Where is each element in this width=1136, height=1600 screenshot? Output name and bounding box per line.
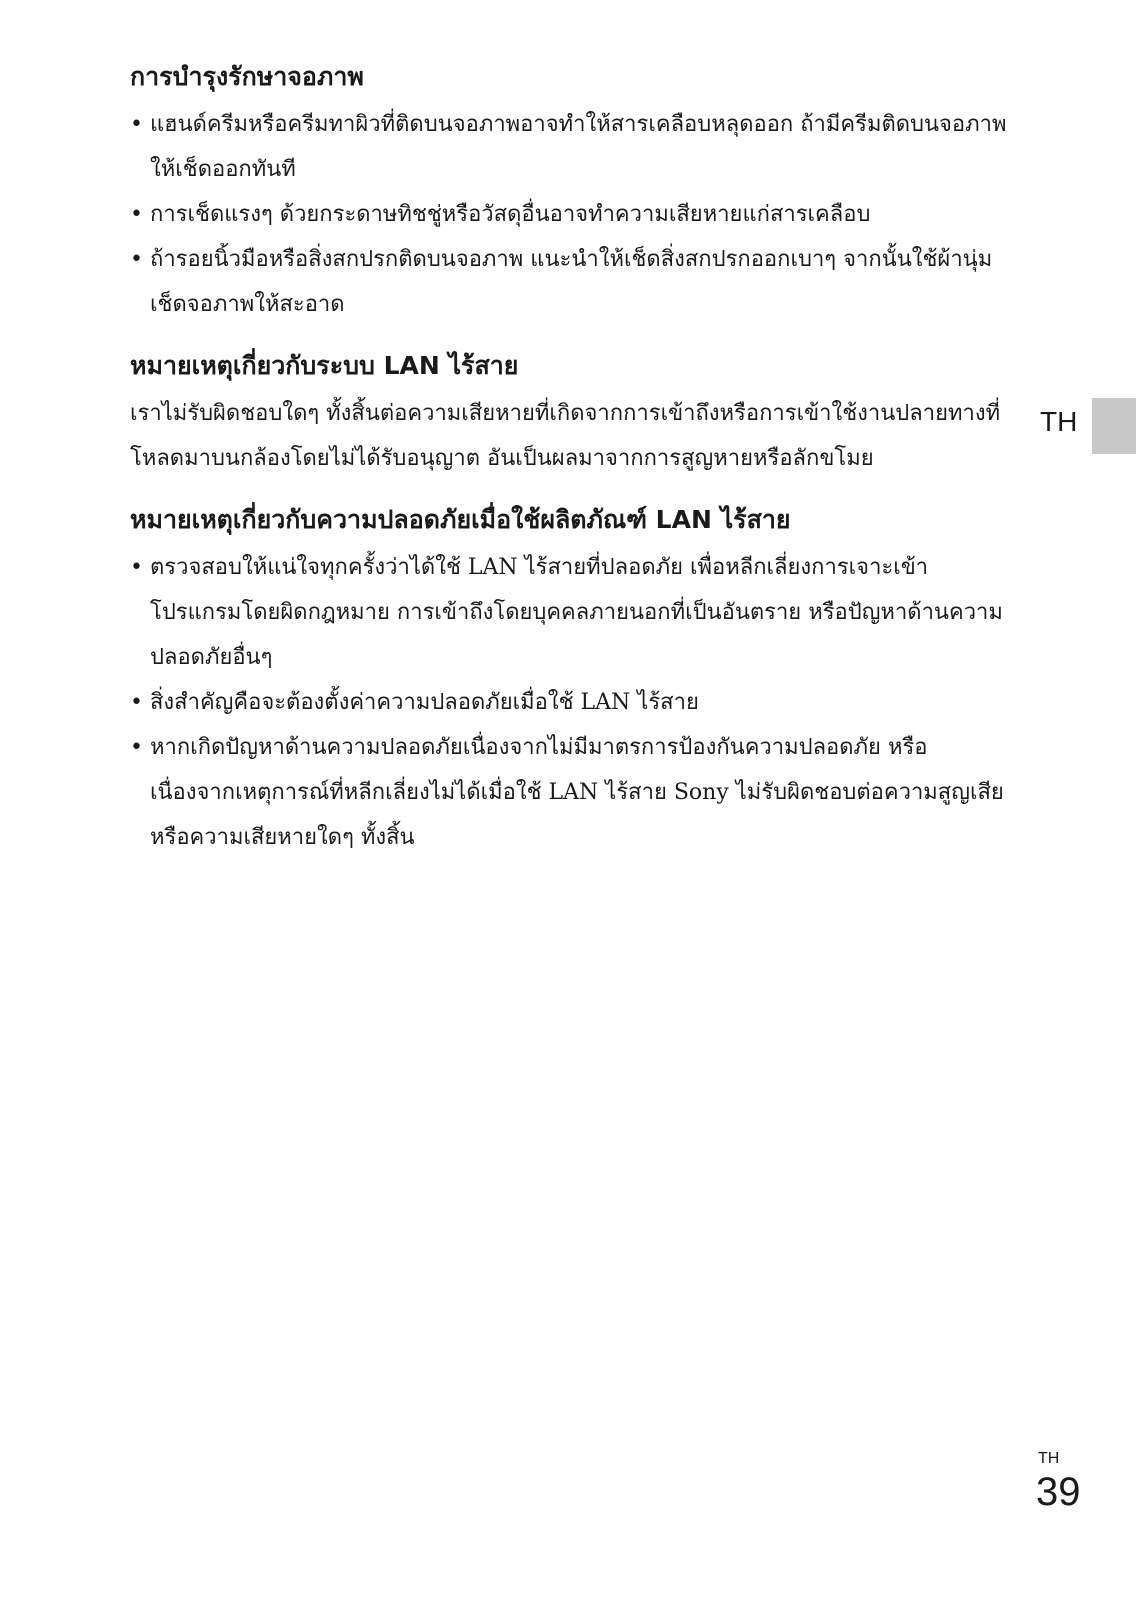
section-paragraph: เราไม่รับผิดชอบใดๆ ทั้งสิ้นต่อความเสียหายที่เกิดจากการเข้าถึงหรือการเข้าใช้งานปลายทางที่โหลดมาบนกล้องโดยไม่ได้รับอนุญาต อันเป็นผลมาจากการสูญหายหรือลักขโมย bbox=[130, 401, 1001, 471]
language-tab-label: TH bbox=[1040, 406, 1078, 437]
section-screen-care bbox=[130, 58, 1010, 327]
bullet-list bbox=[130, 102, 1010, 327]
section-heading: การบำรุงรักษาจอภาพ bbox=[130, 62, 364, 91]
section-wireless-security bbox=[130, 501, 1010, 860]
bullet-list bbox=[130, 545, 1010, 860]
section-heading: หมายเหตุเกี่ยวกับความปลอดภัยเมื่อใช้ผลิตภัณฑ์ LAN ไร้สาย bbox=[130, 505, 791, 534]
page-number: 39 bbox=[1036, 1470, 1081, 1514]
section-wireless-lan-note bbox=[130, 347, 1010, 481]
footer-language: TH bbox=[1038, 1450, 1060, 1467]
bullet-item: • หากเกิดปัญหาด้านความปลอดภัยเนื่องจากไม่มีมาตรการป้องกันความปลอดภัย หรือเนื่องจากเหตุการณ์ที่หลีกเลี่ยงไม่ได้เมื่อใช้ LAN ไร้สาย Sony ไม่รับผิดชอบต่อความสูญเสียหรือความเสียหายใดๆ ทั้งสิ้น bbox=[130, 725, 1010, 860]
bullet-item: • ตรวจสอบให้แน่ใจทุกครั้งว่าได้ใช้ LAN ไร้สายที่ปลอดภัย เพื่อหลีกเลี่ยงการเจาะเข้าโปรแกรมโดยผิดกฎหมาย การเข้าถึงโดยบุคคลภายนอกที่เป็นอันตราย หรือปัญหาด้านความปลอดภัยอื่นๆ bbox=[130, 545, 1010, 680]
document-body bbox=[130, 58, 1010, 860]
bullet-item: • แฮนด์ครีมหรือครีมทาผิวที่ติดบนจอภาพอาจทำให้สารเคลือบหลุดออก ถ้ามีครีมติดบนจอภาพ ให้เช็ดออกทันที bbox=[130, 102, 1010, 192]
bullet-item: • สิ่งสำคัญคือจะต้องตั้งค่าความปลอดภัยเมื่อใช้ LAN ไร้สาย bbox=[130, 680, 1010, 725]
section-heading: หมายเหตุเกี่ยวกับระบบ LAN ไร้สาย bbox=[130, 351, 519, 380]
bullet-item: • ถ้ารอยนิ้วมือหรือสิ่งสกปรกติดบนจอภาพ แนะนำให้เช็ดสิ่งสกปรกออกเบาๆ จากนั้นใช้ผ้านุ่มเช็ดจอภาพให้สะอาด bbox=[130, 237, 1010, 327]
bullet-item: • การเช็ดแรงๆ ด้วยกระดาษทิชชู่หรือวัสดุอื่นอาจทำความเสียหายแก่สารเคลือบ bbox=[130, 192, 1010, 237]
language-tab-marker bbox=[1092, 398, 1136, 454]
